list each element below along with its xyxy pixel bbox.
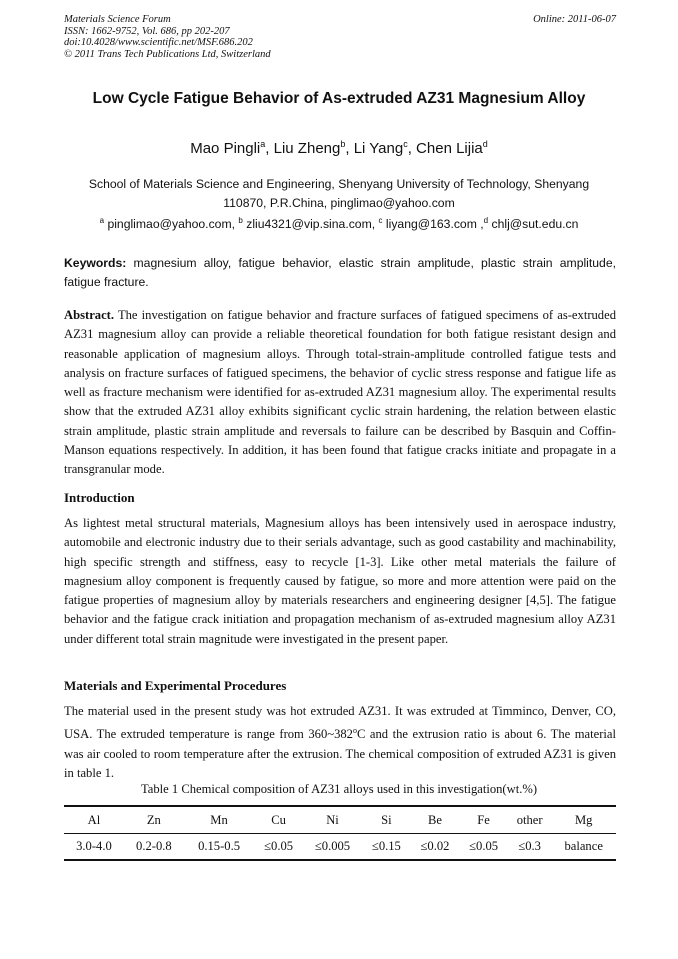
table-header-cell: Be bbox=[411, 806, 460, 834]
introduction-heading: Introduction bbox=[64, 490, 135, 505]
affiliation: School of Materials Science and Engineering, Shenyang University of Technology, Shenyang 110870, P.R.China, pinglimao@yahoo.com bbox=[88, 177, 590, 210]
journal-name: Materials Science Forum bbox=[64, 14, 171, 25]
page-header bbox=[64, 14, 616, 60]
keywords-label: Keywords: bbox=[64, 256, 127, 270]
table-caption: Table 1 Chemical composition of AZ31 alloys used in this investigation(wt.%) bbox=[140, 782, 538, 796]
table-header-cell: other bbox=[508, 806, 551, 834]
email-link[interactable]: pinglimao@yahoo.com bbox=[107, 217, 232, 232]
paper-title: Low Cycle Fatigue Behavior of As-extruded AZ31 Magnesium Alloy bbox=[92, 90, 586, 107]
email-sup: c bbox=[378, 216, 383, 225]
table-header-cell: Si bbox=[362, 806, 411, 834]
materials-text-part1: The material used in the present study was hot extruded AZ31. It was extruded at Timminco, Denver, CO, USA. The extruded temperature is range from 360~382 bbox=[64, 704, 616, 742]
composition-table bbox=[64, 805, 616, 861]
author-sup: b bbox=[340, 139, 346, 149]
introduction-text: As lightest metal structural materials, Magnesium alloys has been intensively used in aerospace industry, automobile and electronic industry due to their serials advantage, such as good castability and machinability, high specific strength and stiffness, easy to recycle [1-3]. Like other metal materials the failure of magnesium alloy component is frequently caused by fatigue, so more and more attention were paid on the fatigue properties of magnesium alloy by materials researchers and engineering designer [4,5]. The fatigue behavior and the fatigue crack initiation and propagation mechanism of as-extruded magnesium alloy AZ31 under different total strain magnitude were investigated in the present paper. bbox=[64, 516, 616, 646]
table-cell: 3.0-4.0 bbox=[64, 834, 124, 861]
email-link[interactable]: chlj@sut.edu.cn bbox=[491, 217, 579, 232]
table-header-row bbox=[64, 806, 616, 834]
issn: ISSN: 1662-9752, Vol. 686, pp 202-207 bbox=[64, 25, 230, 37]
materials-text bbox=[64, 702, 616, 783]
materials-heading: Materials and Experimental Procedures bbox=[64, 678, 287, 693]
author-sup: c bbox=[403, 139, 408, 149]
email-list: $^a$ pinglimao@yahoo.com, $^b$ zliu4321@vip.sina.com, $^c$ liyang@163.com ,$^d$ chlj@sut.edu.cn bbox=[99, 216, 579, 232]
author-name: Li Yang bbox=[353, 140, 404, 157]
table-cell: ≤0.3 bbox=[508, 834, 551, 861]
table-header-cell: Al bbox=[64, 806, 124, 834]
degree-sup: o bbox=[352, 726, 357, 736]
table-header-cell: Cu bbox=[254, 806, 303, 834]
table-cell: 0.15-0.5 bbox=[184, 834, 254, 861]
author-sup: a bbox=[260, 139, 266, 149]
table-cell: balance bbox=[551, 834, 616, 861]
copyright: © 2011 Trans Tech Publications Ltd, Switzerland bbox=[64, 48, 271, 60]
table-cell: ≤0.05 bbox=[459, 834, 508, 861]
table-cell: 0.2-0.8 bbox=[124, 834, 184, 861]
online-date: Online: 2011-06-07 bbox=[533, 14, 616, 25]
author-list: Mao Pingli$^a$, Liu Zheng$^b$, Li Yang$^c$, Chen Lijia$^d$ bbox=[190, 139, 488, 157]
table-header-cell: Mn bbox=[184, 806, 254, 834]
author-name: Liu Zheng bbox=[273, 140, 341, 157]
email-sup: b bbox=[238, 216, 243, 225]
keywords bbox=[64, 254, 616, 292]
table-cell: ≤0.005 bbox=[303, 834, 362, 861]
table-header-cell: Mg bbox=[551, 806, 616, 834]
table-header-cell: Fe bbox=[459, 806, 508, 834]
email-link[interactable]: zliu4321@vip.sina.com bbox=[246, 217, 372, 232]
table-row bbox=[64, 834, 616, 861]
keywords-text: magnesium alloy, fatigue behavior, elastic strain amplitude, plastic strain amplitude, fatigue fracture. bbox=[64, 256, 617, 289]
abstract-label: Abstract. bbox=[64, 308, 115, 322]
email-sup: d bbox=[483, 216, 489, 225]
abstract bbox=[64, 306, 616, 480]
email-link[interactable]: liyang@163.com bbox=[385, 217, 477, 232]
materials-text-part2: C and the extrusion ratio is about 6. The material was air cooled to room temperature after the extrusion. The chemical composition of extruded AZ31 is given in table 1. bbox=[64, 727, 616, 781]
table-cell: ≤0.05 bbox=[254, 834, 303, 861]
author-name: Mao Pingli bbox=[190, 140, 261, 157]
table-header-cell: Ni bbox=[303, 806, 362, 834]
abstract-text: The investigation on fatigue behavior and fracture surfaces of fatigued specimens of as-extruded AZ31 magnesium alloy can provide a reliable theoretical foundation for both fatigue resistant design and reasonable application of magnesium alloys. Through total-strain-amplitude controlled fatigue tests and analysis on fracture surfaces of fatigued specimens, the behavior of cyclic stress response and fatigue life as well as fracture mechanism were identified for as-extruded AZ31 magnesium alloy. The experimental results show that the extruded AZ31 alloy exhibits significant cyclic strain hardening, the relation between elastic strain amplitude, plastic strain amplitude and reversals to failure can be described by Basquin and Coffin-Manson equations respectively. In addition, it has been found that fatigue cracks initiate and propagate in a transgranular mode. bbox=[64, 308, 616, 477]
doi: doi:10.4028/www.scientific.net/MSF.686.202 bbox=[64, 37, 253, 48]
table-header-cell: Zn bbox=[124, 806, 184, 834]
table-cell: ≤0.15 bbox=[362, 834, 411, 861]
author-name: Chen Lijia bbox=[416, 140, 483, 157]
author-sup: d bbox=[482, 139, 488, 149]
table-cell: ≤0.02 bbox=[411, 834, 460, 861]
email-sup: a bbox=[99, 216, 105, 225]
